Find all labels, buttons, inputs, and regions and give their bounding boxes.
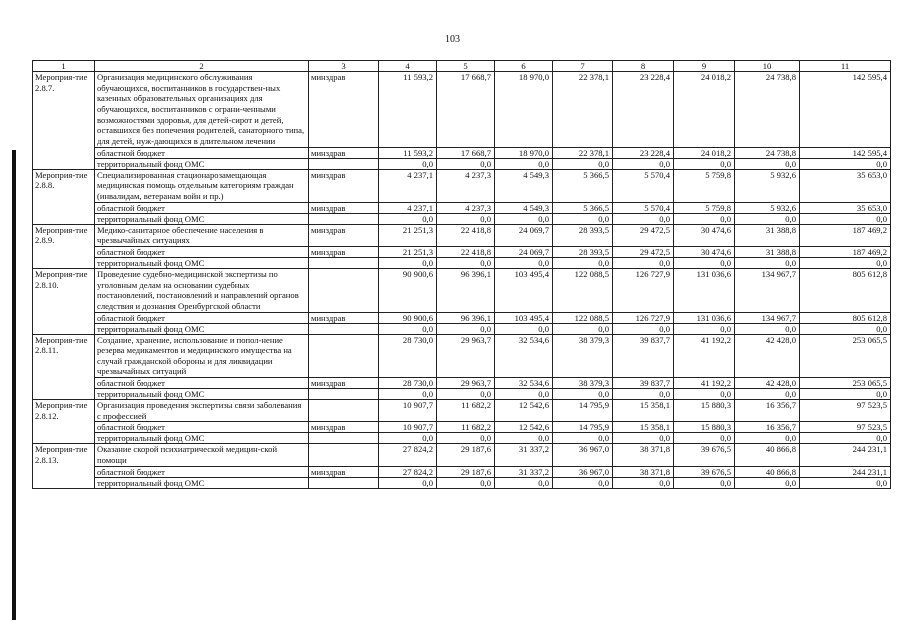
value-cell: 22 418,8 <box>437 224 495 246</box>
value-cell: 4 237,1 <box>379 202 437 213</box>
measure-row <box>33 400 891 422</box>
executor-cell <box>309 389 379 400</box>
funding-source-label: областной бюджет <box>95 246 309 257</box>
value-cell: 97 523,5 <box>800 422 891 433</box>
value-cell: 29 187,6 <box>437 444 495 466</box>
column-header: 7 <box>553 61 613 72</box>
funding-source-label: областной бюджет <box>95 312 309 323</box>
value-cell: 0,0 <box>735 433 800 444</box>
value-cell: 0,0 <box>437 323 495 334</box>
value-cell: 10 907,7 <box>379 422 437 433</box>
value-cell: 15 880,3 <box>674 400 735 422</box>
executor-cell <box>309 158 379 169</box>
funding-source-label: территориальный фонд ОМС <box>95 158 309 169</box>
executor-cell: минздрав <box>309 169 379 202</box>
value-cell: 0,0 <box>800 158 891 169</box>
measure-title: Специализированная стационарозамещающая медицинская помощь отдельным категориям граждан (инвалидам, ветеранам войн и пр.) <box>95 169 309 202</box>
value-cell: 131 036,6 <box>674 312 735 323</box>
value-cell: 4 237,3 <box>437 169 495 202</box>
value-cell: 32 534,6 <box>495 334 553 378</box>
executor-cell: минздрав <box>309 246 379 257</box>
value-cell: 0,0 <box>553 389 613 400</box>
value-cell: 0,0 <box>379 323 437 334</box>
measure-code: Мероприя-тие 2.8.10. <box>33 268 95 334</box>
value-cell: 126 727,9 <box>613 268 674 312</box>
funding-source-row <box>33 213 891 224</box>
executor-cell <box>309 400 379 422</box>
executor-cell <box>309 323 379 334</box>
value-cell: 0,0 <box>613 257 674 268</box>
value-cell: 21 251,3 <box>379 224 437 246</box>
executor-cell: минздрав <box>309 466 379 477</box>
value-cell: 805 612,8 <box>800 268 891 312</box>
value-cell: 0,0 <box>495 257 553 268</box>
page-number: 103 <box>445 34 460 45</box>
value-cell: 0,0 <box>735 158 800 169</box>
budget-table <box>32 60 891 489</box>
value-cell: 0,0 <box>495 213 553 224</box>
funding-source-label: областной бюджет <box>95 466 309 477</box>
value-cell: 0,0 <box>437 257 495 268</box>
column-header: 5 <box>437 61 495 72</box>
value-cell: 0,0 <box>437 213 495 224</box>
measure-row <box>33 334 891 378</box>
value-cell: 5 570,4 <box>613 169 674 202</box>
value-cell: 29 963,7 <box>437 378 495 389</box>
value-cell: 90 900,6 <box>379 312 437 323</box>
value-cell: 0,0 <box>735 323 800 334</box>
value-cell: 0,0 <box>735 213 800 224</box>
value-cell: 24 018,2 <box>674 72 735 148</box>
value-cell: 32 534,6 <box>495 378 553 389</box>
column-header: 1 <box>33 61 95 72</box>
value-cell: 244 231,1 <box>800 466 891 477</box>
value-cell: 0,0 <box>553 257 613 268</box>
value-cell: 0,0 <box>674 213 735 224</box>
value-cell: 0,0 <box>735 257 800 268</box>
value-cell: 29 472,5 <box>613 224 674 246</box>
measure-title: Создание, хранение, использование и попол-нение резерва медикаментов и медицинского имущества на случай гражданской обороны и для ликвидации чрезвычайных ситуаций <box>95 334 309 378</box>
value-cell: 24 069,7 <box>495 246 553 257</box>
value-cell: 0,0 <box>437 158 495 169</box>
value-cell: 28 393,5 <box>553 224 613 246</box>
value-cell: 24 738,8 <box>735 147 800 158</box>
value-cell: 39 676,5 <box>674 466 735 477</box>
value-cell: 0,0 <box>495 477 553 488</box>
value-cell: 0,0 <box>495 433 553 444</box>
value-cell: 16 356,7 <box>735 422 800 433</box>
measure-title: Организация медицинского обслуживания обучающихся, воспитанников в государствен-ных казенных образовательных организациях для обучающихся, воспитанников с ограни-ченными возможностями здоровья, для детей-сирот и детей, оставшихся без попечения родителей, санаторного типа, для детей, нуж-дающихся в длительном лечении <box>95 72 309 148</box>
value-cell: 17 668,7 <box>437 72 495 148</box>
value-cell: 39 837,7 <box>613 334 674 378</box>
value-cell: 122 088,5 <box>553 268 613 312</box>
column-header: 4 <box>379 61 437 72</box>
value-cell: 28 730,0 <box>379 378 437 389</box>
executor-cell <box>309 334 379 378</box>
value-cell: 30 474,6 <box>674 246 735 257</box>
value-cell: 15 880,3 <box>674 422 735 433</box>
value-cell: 31 337,2 <box>495 444 553 466</box>
executor-cell: минздрав <box>309 224 379 246</box>
value-cell: 5 932,6 <box>735 169 800 202</box>
value-cell: 31 388,8 <box>735 224 800 246</box>
value-cell: 35 653,0 <box>800 169 891 202</box>
value-cell: 12 542,6 <box>495 422 553 433</box>
column-header: 9 <box>674 61 735 72</box>
value-cell: 38 371,8 <box>613 466 674 477</box>
value-cell: 96 396,1 <box>437 312 495 323</box>
value-cell: 187 469,2 <box>800 224 891 246</box>
value-cell: 0,0 <box>495 323 553 334</box>
value-cell: 5 366,5 <box>553 202 613 213</box>
value-cell: 90 900,6 <box>379 268 437 312</box>
funding-source-label: территориальный фонд ОМС <box>95 213 309 224</box>
value-cell: 4 237,3 <box>437 202 495 213</box>
value-cell: 23 228,4 <box>613 72 674 148</box>
executor-cell: минздрав <box>309 147 379 158</box>
funding-source-row <box>33 202 891 213</box>
value-cell: 24 018,2 <box>674 147 735 158</box>
value-cell: 38 379,3 <box>553 334 613 378</box>
value-cell: 0,0 <box>674 433 735 444</box>
value-cell: 0,0 <box>613 213 674 224</box>
value-cell: 5 570,4 <box>613 202 674 213</box>
executor-cell <box>309 213 379 224</box>
column-header: 2 <box>95 61 309 72</box>
value-cell: 0,0 <box>613 389 674 400</box>
measure-row <box>33 72 891 148</box>
value-cell: 0,0 <box>800 477 891 488</box>
value-cell: 0,0 <box>495 158 553 169</box>
value-cell: 0,0 <box>800 323 891 334</box>
value-cell: 0,0 <box>800 213 891 224</box>
value-cell: 11 682,2 <box>437 400 495 422</box>
value-cell: 0,0 <box>553 213 613 224</box>
measure-row <box>33 444 891 466</box>
measure-title: Медико-санитарное обеспечение населения в чрезвычайных ситуациях <box>95 224 309 246</box>
column-header: 6 <box>495 61 553 72</box>
funding-source-row <box>33 323 891 334</box>
measure-code: Мероприя-тие 2.8.13. <box>33 444 95 488</box>
value-cell: 0,0 <box>437 389 495 400</box>
value-cell: 11 682,2 <box>437 422 495 433</box>
value-cell: 5 932,6 <box>735 202 800 213</box>
value-cell: 29 187,6 <box>437 466 495 477</box>
value-cell: 24 069,7 <box>495 224 553 246</box>
value-cell: 14 795,9 <box>553 422 613 433</box>
value-cell: 36 967,0 <box>553 466 613 477</box>
value-cell: 0,0 <box>674 323 735 334</box>
funding-source-label: территориальный фонд ОМС <box>95 257 309 268</box>
measure-code: Мероприя-тие 2.8.11. <box>33 334 95 400</box>
value-cell: 131 036,6 <box>674 268 735 312</box>
executor-cell <box>309 477 379 488</box>
measure-row <box>33 169 891 202</box>
value-cell: 5 366,5 <box>553 169 613 202</box>
funding-source-label: областной бюджет <box>95 422 309 433</box>
measure-code: Мероприя-тие 2.8.8. <box>33 169 95 224</box>
value-cell: 5 759,8 <box>674 202 735 213</box>
value-cell: 30 474,6 <box>674 224 735 246</box>
value-cell: 17 668,7 <box>437 147 495 158</box>
value-cell: 41 192,2 <box>674 334 735 378</box>
funding-source-label: территориальный фонд ОМС <box>95 433 309 444</box>
value-cell: 0,0 <box>379 477 437 488</box>
value-cell: 805 612,8 <box>800 312 891 323</box>
value-cell: 29 963,7 <box>437 334 495 378</box>
value-cell: 23 228,4 <box>613 147 674 158</box>
measure-code: Мероприя-тие 2.8.9. <box>33 224 95 268</box>
value-cell: 134 967,7 <box>735 268 800 312</box>
value-cell: 15 358,1 <box>613 400 674 422</box>
value-cell: 39 676,5 <box>674 444 735 466</box>
funding-source-row <box>33 158 891 169</box>
value-cell: 103 495,4 <box>495 268 553 312</box>
value-cell: 122 088,5 <box>553 312 613 323</box>
executor-cell: минздрав <box>309 312 379 323</box>
value-cell: 0,0 <box>553 433 613 444</box>
measure-title: Организация проведения экспертизы связи заболевания с профессией <box>95 400 309 422</box>
value-cell: 142 595,4 <box>800 147 891 158</box>
value-cell: 38 371,8 <box>613 444 674 466</box>
binding-edge-line <box>12 150 16 620</box>
funding-source-row <box>33 466 891 477</box>
value-cell: 35 653,0 <box>800 202 891 213</box>
value-cell: 0,0 <box>379 213 437 224</box>
value-cell: 0,0 <box>613 433 674 444</box>
value-cell: 4 549,3 <box>495 169 553 202</box>
value-cell: 0,0 <box>379 389 437 400</box>
value-cell: 22 378,1 <box>553 72 613 148</box>
value-cell: 0,0 <box>800 389 891 400</box>
funding-source-label: областной бюджет <box>95 378 309 389</box>
value-cell: 24 738,8 <box>735 72 800 148</box>
value-cell: 27 824,2 <box>379 466 437 477</box>
value-cell: 4 549,3 <box>495 202 553 213</box>
funding-source-row <box>33 477 891 488</box>
value-cell: 29 472,5 <box>613 246 674 257</box>
value-cell: 244 231,1 <box>800 444 891 466</box>
value-cell: 42 428,0 <box>735 334 800 378</box>
value-cell: 134 967,7 <box>735 312 800 323</box>
executor-cell <box>309 433 379 444</box>
value-cell: 0,0 <box>379 257 437 268</box>
value-cell: 0,0 <box>800 257 891 268</box>
executor-cell <box>309 268 379 312</box>
executor-cell: минздрав <box>309 378 379 389</box>
value-cell: 15 358,1 <box>613 422 674 433</box>
value-cell: 14 795,9 <box>553 400 613 422</box>
value-cell: 21 251,3 <box>379 246 437 257</box>
value-cell: 0,0 <box>674 158 735 169</box>
value-cell: 126 727,9 <box>613 312 674 323</box>
value-cell: 12 542,6 <box>495 400 553 422</box>
value-cell: 0,0 <box>800 433 891 444</box>
value-cell: 0,0 <box>495 389 553 400</box>
value-cell: 11 593,2 <box>379 72 437 148</box>
column-header: 11 <box>800 61 891 72</box>
value-cell: 187 469,2 <box>800 246 891 257</box>
value-cell: 31 337,2 <box>495 466 553 477</box>
measure-code: Мероприя-тие 2.8.7. <box>33 72 95 170</box>
value-cell: 18 970,0 <box>495 147 553 158</box>
value-cell: 0,0 <box>553 323 613 334</box>
executor-cell: минздрав <box>309 422 379 433</box>
value-cell: 39 837,7 <box>613 378 674 389</box>
value-cell: 27 824,2 <box>379 444 437 466</box>
value-cell: 0,0 <box>379 158 437 169</box>
funding-source-row <box>33 433 891 444</box>
value-cell: 11 593,2 <box>379 147 437 158</box>
value-cell: 40 866,8 <box>735 444 800 466</box>
value-cell: 0,0 <box>674 257 735 268</box>
value-cell: 253 065,5 <box>800 334 891 378</box>
measure-title: Проведение судебно-медицинской экспертизы по уголовным делам на основании судебных постановлений, постановлений и направлений органов следствия и дознания Оренбургской области <box>95 268 309 312</box>
value-cell: 253 065,5 <box>800 378 891 389</box>
value-cell: 96 396,1 <box>437 268 495 312</box>
value-cell: 0,0 <box>613 158 674 169</box>
funding-source-row <box>33 246 891 257</box>
column-header: 8 <box>613 61 674 72</box>
value-cell: 103 495,4 <box>495 312 553 323</box>
value-cell: 31 388,8 <box>735 246 800 257</box>
value-cell: 97 523,5 <box>800 400 891 422</box>
header-row <box>33 61 891 72</box>
value-cell: 41 192,2 <box>674 378 735 389</box>
column-header: 10 <box>735 61 800 72</box>
funding-source-label: территориальный фонд ОМС <box>95 477 309 488</box>
value-cell: 0,0 <box>674 477 735 488</box>
funding-source-row <box>33 257 891 268</box>
funding-source-row <box>33 312 891 323</box>
value-cell: 10 907,7 <box>379 400 437 422</box>
value-cell: 0,0 <box>437 433 495 444</box>
value-cell: 0,0 <box>735 389 800 400</box>
value-cell: 4 237,1 <box>379 169 437 202</box>
funding-source-row <box>33 378 891 389</box>
value-cell: 36 967,0 <box>553 444 613 466</box>
value-cell: 0,0 <box>613 477 674 488</box>
funding-source-row <box>33 422 891 433</box>
funding-source-label: областной бюджет <box>95 202 309 213</box>
funding-source-label: территориальный фонд ОМС <box>95 389 309 400</box>
column-header: 3 <box>309 61 379 72</box>
value-cell: 22 418,8 <box>437 246 495 257</box>
value-cell: 28 730,0 <box>379 334 437 378</box>
funding-source-label: областной бюджет <box>95 147 309 158</box>
funding-source-row <box>33 389 891 400</box>
value-cell: 0,0 <box>674 389 735 400</box>
value-cell: 0,0 <box>735 477 800 488</box>
value-cell: 42 428,0 <box>735 378 800 389</box>
executor-cell <box>309 257 379 268</box>
value-cell: 5 759,8 <box>674 169 735 202</box>
funding-source-label: территориальный фонд ОМС <box>95 323 309 334</box>
value-cell: 38 379,3 <box>553 378 613 389</box>
value-cell: 0,0 <box>379 433 437 444</box>
value-cell: 18 970,0 <box>495 72 553 148</box>
value-cell: 22 378,1 <box>553 147 613 158</box>
value-cell: 0,0 <box>437 477 495 488</box>
value-cell: 28 393,5 <box>553 246 613 257</box>
executor-cell: минздрав <box>309 202 379 213</box>
measure-row <box>33 224 891 246</box>
value-cell: 142 595,4 <box>800 72 891 148</box>
value-cell: 40 866,8 <box>735 466 800 477</box>
value-cell: 16 356,7 <box>735 400 800 422</box>
executor-cell <box>309 444 379 466</box>
value-cell: 0,0 <box>553 158 613 169</box>
measure-row <box>33 268 891 312</box>
value-cell: 0,0 <box>553 477 613 488</box>
measure-code: Мероприя-тие 2.8.12. <box>33 400 95 444</box>
measure-title: Оказание скорой психиатрической медицин-ской помощи <box>95 444 309 466</box>
executor-cell: минздрав <box>309 72 379 148</box>
funding-source-row <box>33 147 891 158</box>
value-cell: 0,0 <box>613 323 674 334</box>
